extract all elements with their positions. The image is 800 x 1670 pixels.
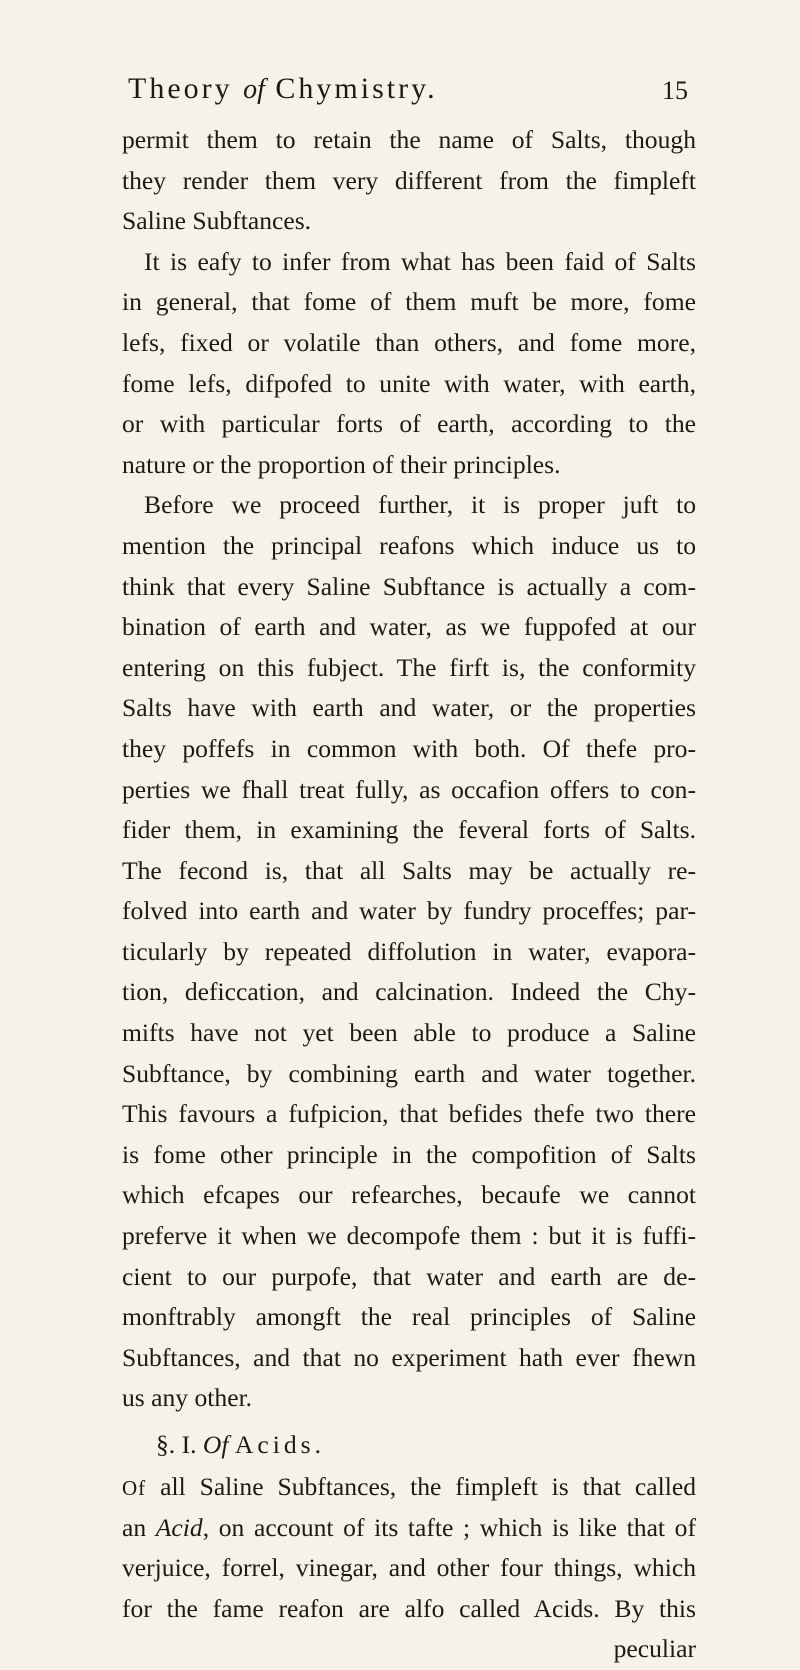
text-line: preferve it when we decompofe them : but it is fuffi- — [122, 1221, 696, 1251]
text-fragment: , on account of its tafte ; which is like that of — [202, 1512, 696, 1542]
text-line: think that every Saline Subftance is actually a com- — [122, 571, 696, 601]
section-of: Of — [202, 1430, 229, 1459]
text-line: It is eafy to infer from what has been faid of Salts — [144, 246, 696, 276]
text-fragment: an — [122, 1512, 156, 1542]
text-line: which efcapes our refearches, becaufe we cannot — [122, 1180, 696, 1210]
section-number: §. I. — [156, 1430, 197, 1459]
text-line: permit them to retain the name of Salts, though — [122, 125, 696, 154]
section-title: Acids. — [234, 1430, 326, 1459]
section-heading-acids — [122, 1423, 696, 1467]
text-line: for the fame reafon are alfo called Acids. By this — [122, 1593, 696, 1623]
text-line: Subftances, and that no experiment hath ever fhewn — [122, 1342, 696, 1372]
page-number: 15 — [662, 76, 688, 105]
text-line: lefs, fixed or volatile than others, and fome more, — [122, 327, 696, 357]
text-line: Before we proceed further, it is proper juft to — [144, 490, 696, 520]
text-line: fider them, in examining the feveral forts of Salts. — [122, 815, 696, 845]
text-line: verjuice, forrel, vinegar, and other four things, which — [122, 1553, 696, 1583]
text-line: perties we fhall treat fully, as occafion offers to con- — [122, 774, 696, 804]
running-title-of: of — [243, 74, 265, 105]
text-line: monftrably amongft the real principles of Saline — [122, 1302, 696, 1332]
text-line: us any other. — [122, 1383, 253, 1413]
text-line: tion, deficcation, and calcination. Indeed the Chy- — [122, 977, 696, 1007]
text-line: fome lefs, difpofed to unite with water, with earth, — [122, 368, 696, 398]
text-line: or with particular forts of earth, according to the — [122, 409, 696, 439]
text-line: they poffefs in common with both. Of thefe pro- — [122, 733, 696, 763]
term-acid: Acid — [155, 1512, 203, 1542]
paragraph-3 — [122, 485, 696, 1419]
text-line: cient to our purpofe, that water and earth are de- — [122, 1261, 696, 1291]
running-title-theory: Theory — [128, 72, 244, 105]
text-line: nature or the proportion of their principles. — [122, 449, 561, 479]
paragraph-4 — [122, 1467, 696, 1670]
page-body — [122, 120, 696, 1670]
text-line: The fecond is, that all Salts may be actually re- — [122, 855, 696, 885]
running-title — [128, 72, 438, 106]
text-line: mifts have not yet been able to produce a Saline — [122, 1018, 696, 1048]
paragraph-2 — [122, 242, 696, 486]
text-line: bination of earth and water, as we fuppofed at our — [122, 612, 696, 642]
running-header — [128, 72, 688, 112]
text-line — [122, 1508, 696, 1549]
drop-word: Of — [122, 1476, 147, 1500]
text-line: mention the principal reafons which induce us to — [122, 530, 696, 560]
text-line: folved into earth and water by fundry proceffes; par- — [122, 896, 696, 926]
paragraph-1 — [122, 120, 696, 242]
text-line: they render them very different from the fimpleft — [122, 165, 696, 195]
text-line: ticularly by repeated diffolution in water, evapora- — [122, 936, 696, 966]
text-line: in general, that fome of them muft be more, fome — [122, 287, 696, 317]
catchword: peculiar — [613, 1634, 696, 1664]
text-fragment: all Saline Subftances, the fimpleft is that called — [160, 1472, 696, 1501]
running-title-chymistry: Chymistry. — [264, 72, 438, 105]
text-line: Saline Subftances. — [122, 206, 312, 236]
text-line: entering on this fubject. The firft is, the conformity — [122, 652, 696, 682]
text-line: Subftance, by combining earth and water together. — [122, 1058, 696, 1088]
text-line: This favours a fufpicion, that befides thefe two there — [122, 1099, 696, 1129]
text-line: Salts have with earth and water, or the properties — [122, 693, 696, 723]
text-line — [122, 1467, 696, 1508]
text-line: is fome other principle in the compofition of Salts — [122, 1139, 696, 1169]
